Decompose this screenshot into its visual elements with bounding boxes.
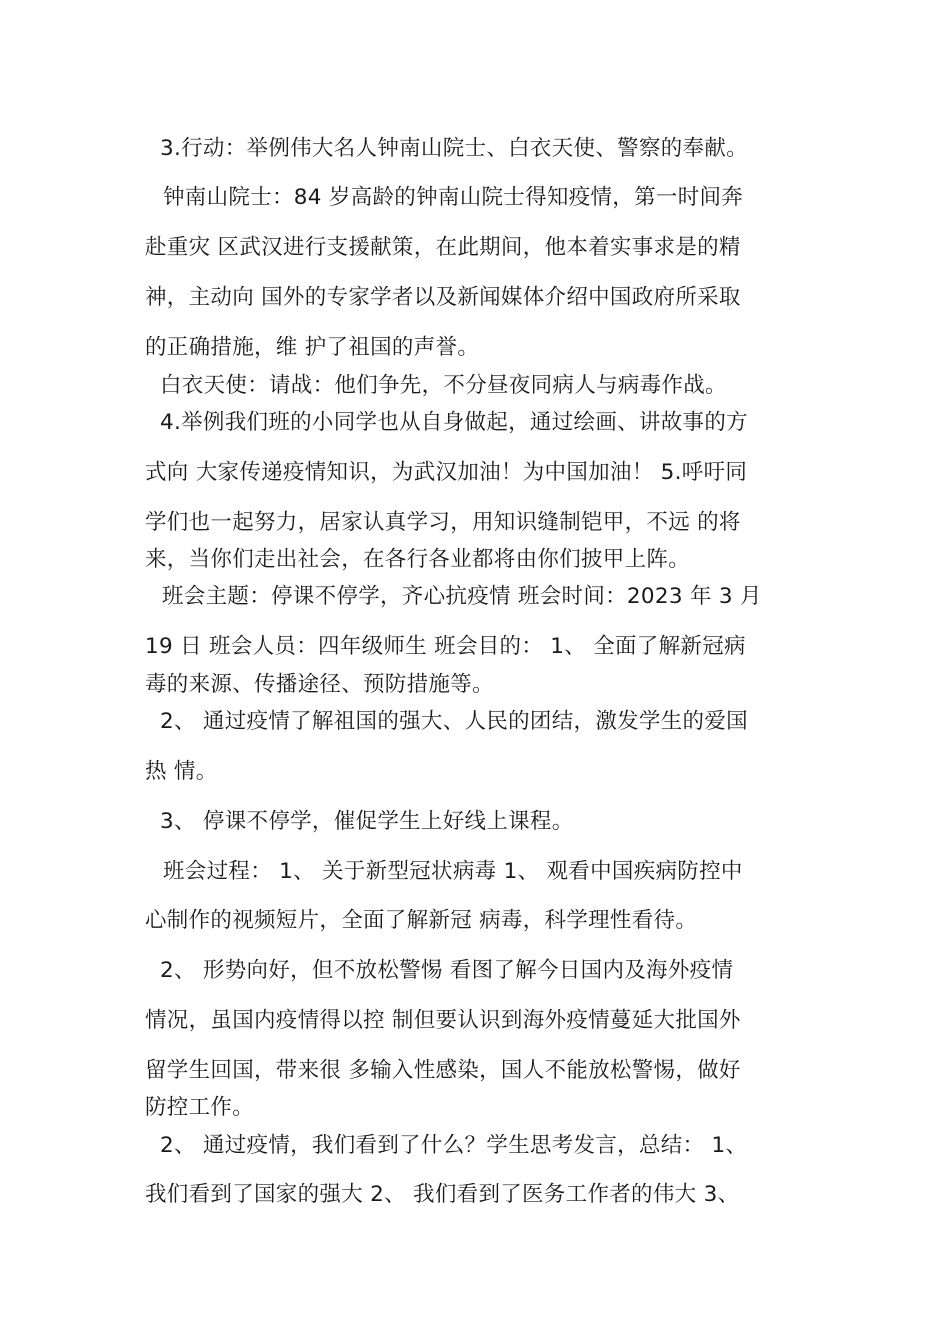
text-line: 班会主题：停课不停学，齐心抗疫情 班会时间：2023 年 3 月 [162,584,762,609]
text-line: 2、 通过疫情了解祖国的强大、人民的团结，激发学生的爱国 [160,709,748,734]
text-line: 来，当你们走出社会，在各行各业都将由你们披甲上阵。 [145,547,691,572]
text-line: 赴重灾 区武汉进行支援献策，在此期间，他本着实事求是的精 [145,235,741,260]
text-line: 热 情。 [145,759,218,784]
text-line: 3、 停课不停学，催促学生上好线上课程。 [160,809,574,834]
text-line: 神，主动向 国外的专家学者以及新闻媒体介绍中国政府所采取 [145,285,741,310]
text-line: 白衣天使：请战：他们争先，不分昼夜同病人与病毒作战。 [160,373,727,398]
text-line: 我们看到了国家的强大 2、 我们看到了医务工作者的伟大 3、 [145,1182,740,1207]
text-line: 4.举例我们班的小同学也从自身做起，通过绘画、讲故事的方 [160,410,748,435]
text-line: 情况，虽国内疫情得以控 制但要认识到海外疫情蔓延大批国外 [145,1008,741,1033]
text-line: 2、 通过疫情，我们看到了什么？学生思考发言，总结： 1、 [160,1133,748,1158]
text-line: 留学生回国，带来很 多输入性感染，国人不能放松警惕，做好 [145,1058,741,1083]
text-line: 的正确措施，维 护了祖国的声誉。 [145,335,480,360]
text-line: 班会过程： 1、 关于新型冠状病毒 1、 观看中国疾病防控中 [163,859,743,884]
text-line: 毒的来源、传播途径、预防措施等。 [145,672,494,697]
text-line: 式向 大家传递疫情知识，为武汉加油！为中国加油！ 5.呼吁同 [145,460,748,485]
text-line: 3.行动：举例伟大名人钟南山院士、白衣天使、警察的奉献。 [160,136,748,161]
text-line: 学们也一起努力，居家认真学习，用知识缝制铠甲，不远 的将 [145,510,741,535]
text-line: 19 日 班会人员：四年级师生 班会目的： 1、 全面了解新冠病 [145,634,746,659]
text-line: 心制作的视频短片，全面了解新冠 病毒，科学理性看待。 [145,908,698,933]
text-line: 2、 形势向好，但不放松警惕 看图了解今日国内及海外疫情 [160,958,734,983]
text-line: 钟南山院士：84 岁高龄的钟南山院士得知疫情，第一时间奔 [163,185,744,210]
text-line: 防控工作。 [145,1095,255,1120]
